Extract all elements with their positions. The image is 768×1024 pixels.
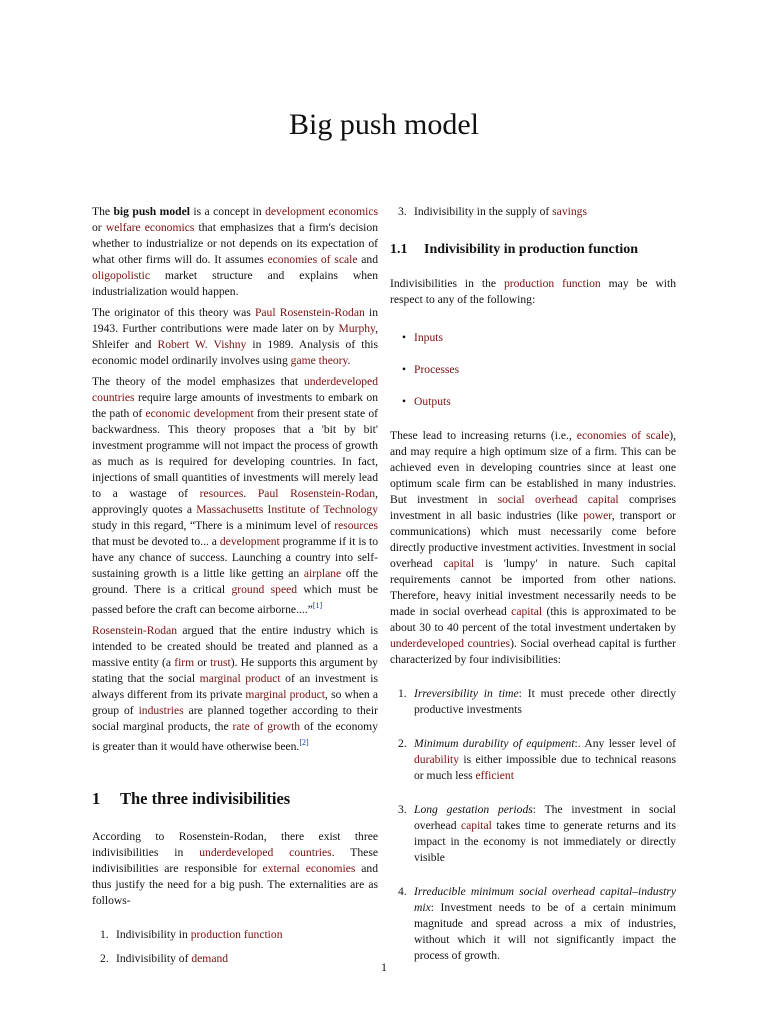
link-ground-speed[interactable]: ground speed [231, 583, 298, 596]
link-durability[interactable]: durability [414, 753, 460, 766]
link-murphy[interactable]: Murphy [338, 322, 376, 335]
link-underdeveloped-countries-3[interactable]: underdeveloped countries [390, 637, 511, 650]
theory-paragraph: The theory of the model emphasizes that underdeveloped countries require large amounts of investments to embark on the path of economic development from their present state of backwardness. This theory proposes that a 'bit by bit' investment programme will not impact the process of growth as much as is required for developing countries. In fact, injections of small quantities of investments will merely lead to a wastage of resources. Paul Rosenstein-Rodan, approvingly quotes a Massachusetts Institute of Technology study in this regard, “There is a minimum level of resources that must be devoted to... a development programme if it is to have any chance of success. Launching a country into self-sustaining growth is a little like getting an airplane off the ground. There is a critical ground speed which must be passed before the craft can become airborne....”[1] [92, 375, 379, 616]
returns-paragraph: These lead to increasing returns (i.e., economies of scale), and may require a high optimum size of a firm. This can be achieved even in developing countries since at least one optimum scale firm can be established in many industries. But investment in social overhead capital comprises investment in all basic industries (like power, transport or communications) which must necessarily come before directly productive investment activities. Investment in social overhead capital is 'lumpy' in nature. Such capital requirements cannot be imported from other nations. Therefore, heavy initial investment necessarily needs to be made in social overhead capital (this is approximated to be about 30 to 40 percent of the total investment undertaken by underdeveloped countries). Social overhead capital is further characterized by four indivisibilities: [390, 429, 677, 666]
indivisibilities-paragraph: According to Rosenstein-Rodan, there exist three indivisibilities in underdeveloped countries. These indivisibilities are responsible for external economies and thus justify the need for a big push. The externalities are as follows- [92, 829, 379, 907]
left-column [92, 204, 378, 975]
bold-term: big push model [113, 205, 190, 218]
list-item [390, 362, 676, 378]
link-economic-development[interactable]: economic development [145, 407, 254, 420]
page-title: Big push model [288, 108, 479, 141]
reference-1[interactable]: [1] [312, 601, 323, 610]
link-resources-2[interactable]: resources [334, 519, 378, 532]
intro-paragraph: The big push model is a concept in development economics or welfare economics that emphasizes that a firm's decision whether to industrialize or not depends on its expectation of what other firms will do. It assumes economies of scale and oligopolistic market structure and explains when industrialization would happen. [92, 205, 378, 298]
link-outputs[interactable]: Outputs [414, 395, 451, 408]
section-heading-1: 1 The three indivisibilities [92, 788, 291, 808]
link-inputs[interactable]: Inputs [414, 331, 443, 344]
bullet-list [390, 330, 676, 410]
link-resources[interactable]: resources [199, 487, 244, 500]
link-rate-of-growth[interactable]: rate of growth [232, 719, 301, 733]
link-efficient[interactable]: efficient [475, 769, 514, 782]
link-rosenstein-rodan[interactable]: Paul Rosenstein-Rodan [254, 306, 365, 319]
production-function-paragraph: Indivisibilities in the production function may be with respect to any of the following: [390, 277, 677, 306]
link-development-economics[interactable]: development economics [265, 205, 378, 218]
link-social-overhead-capital[interactable]: social overhead capital [497, 493, 619, 506]
link-production-function[interactable]: production function [190, 927, 283, 941]
link-rosenstein-rodan-3[interactable]: Rosenstein-Rodan [92, 623, 178, 637]
indivisibility-list-continued [390, 204, 676, 220]
link-savings[interactable]: savings [552, 205, 587, 218]
link-marginal-product[interactable]: marginal product [199, 671, 281, 685]
link-processes[interactable]: Processes [414, 363, 460, 376]
subsection-heading-1-1: 1.1 Indivisibility in production function [390, 242, 639, 257]
link-airplane[interactable]: airplane [303, 567, 342, 580]
link-rosenstein-rodan-2[interactable]: Paul Rosenstein-Rodan [257, 487, 376, 500]
link-capital[interactable]: capital [443, 557, 475, 570]
right-column [390, 204, 676, 982]
list-item: 2. Minimum durability of equipment:. Any lesser level of durability is either impossible due to technical reasons or much less efficient [398, 737, 676, 782]
link-power[interactable]: power [583, 509, 612, 522]
link-external-economies[interactable]: external economies [262, 861, 356, 875]
link-economies-of-scale[interactable]: economies of scale [267, 253, 358, 266]
link-development[interactable]: development [219, 535, 280, 548]
link-mit[interactable]: Massachusetts Institute of Technology [196, 503, 379, 516]
list-item: 4. Irreducible minimum social overhead capital–industry mix: Investment needs to be of a certain minimum magnitude and spread across a mix of industries, without which it will not significantly impact the process of growth. [398, 885, 676, 962]
list-item: 1. Irreversibility in time: It must precede other directly productive investments [398, 687, 676, 716]
link-demand[interactable]: demand [191, 951, 229, 965]
link-economies-of-scale-2[interactable]: economies of scale [576, 429, 670, 442]
list-item: 2. Indivisibility of demand [100, 951, 229, 965]
list-item: 1. Indivisibility in production function [100, 927, 283, 941]
list-item: 3. Indivisibility in the supply of savings [398, 205, 587, 218]
originator-paragraph: The originator of this theory was Paul Rosenstein-Rodan in 1943. Further contributions were made later on by Murphy, Shleifer and Robert W. Vishny in 1989. Analysis of this economic model ordinarily involves using game theory. [92, 306, 378, 367]
link-game-theory[interactable]: game theory [290, 354, 348, 367]
link-industries[interactable]: industries [138, 703, 184, 717]
reference-2[interactable]: [2] [299, 737, 309, 747]
argument-paragraph: Rosenstein-Rodan argued that the entire industry which is intended to be created should be treated and planned as a massive entity (a firm or trust). He supports this argument by stating that the social marginal product of an investment is always different from its private marginal product, so when a group of industries are planned together according to their social marginal products, the rate of growth of the economy is greater than it would have otherwise been.[2] [92, 623, 378, 753]
link-underdeveloped-countries-2[interactable]: underdeveloped countries [199, 845, 332, 859]
link-capital-2[interactable]: capital [511, 605, 543, 618]
link-firm[interactable]: firm [174, 655, 195, 669]
page-number: 1 [381, 960, 387, 974]
link-welfare-economics[interactable]: welfare economics [105, 221, 195, 234]
link-underdeveloped-countries[interactable]: underdeveloped countries [92, 375, 378, 404]
link-marginal-product-2[interactable]: marginal product [245, 687, 326, 701]
link-capital-3[interactable]: capital [461, 819, 492, 832]
list-item: 3. Long gestation periods: The investment in social overhead capital takes time to generate returns and its impact in the economy is not immediately or directly visible [398, 803, 676, 864]
link-production-function-2[interactable]: production function [503, 277, 601, 290]
link-oligopolistic[interactable]: oligopolistic [92, 269, 150, 282]
list-item [390, 394, 676, 410]
characteristics-list [390, 686, 676, 964]
link-trust[interactable]: trust [210, 655, 231, 669]
link-vishny[interactable]: Robert W. Vishny [157, 338, 247, 351]
list-item [390, 330, 676, 346]
